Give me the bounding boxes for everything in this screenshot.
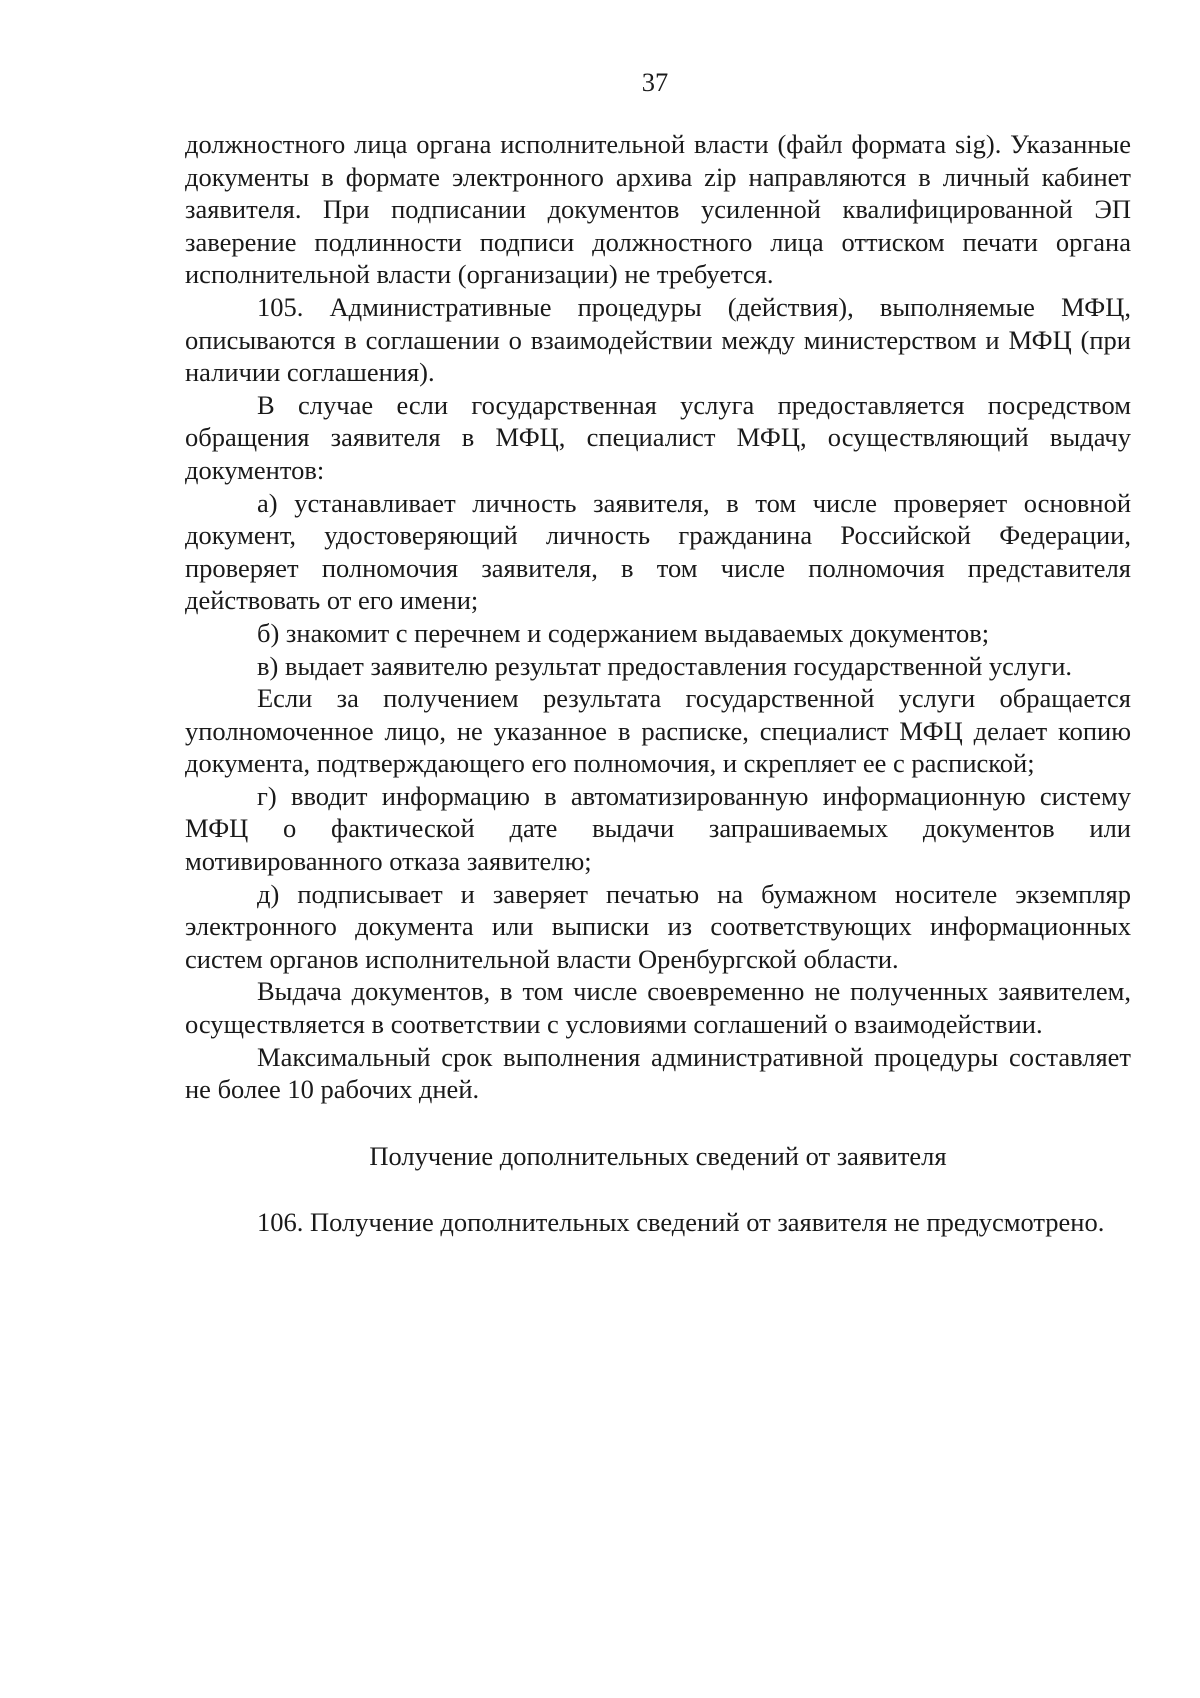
section-heading: Получение дополнительных сведений от заявителя [369, 1140, 947, 1171]
list-item-a: а) устанавливает личность заявителя, в том числе проверяет основной документ, удостоверяющий личность гражданина Российской Федерации, проверяет полномочия заявителя, в том числе полномочия представителя действовать от его имени; [185, 487, 1131, 616]
paragraph-max-term: Максимальный срок выполнения административной процедуры составляет не более 10 рабочих дней. [185, 1041, 1131, 1105]
document-body [185, 128, 1131, 1239]
paragraph-issuance-of-documents: Выдача документов, в том числе своевременно не полученных заявителем, осуществляется в соответствии с условиями соглашений о взаимодействии. [185, 976, 1131, 1040]
list-item-b: б) знакомит с перечнем и содержанием выдаваемых документов; [257, 617, 990, 648]
paragraph-105: 105. Административные процедуры (действия), выполняемые МФЦ, описываются в соглашении о взаимодействии между министерством и МФЦ (при наличии соглашения). [185, 291, 1131, 388]
paragraph-continuation: должностного лица органа исполнительной власти (файл формата sig). Указанные документы в формате электронного архива zip направляются в личный кабинет заявителя. При подписании документов усиленной квалифицированной ЭП заверение подлинности подписи должностного лица оттиском печати органа исполнительной власти (организации) не требуется. [185, 129, 1131, 290]
list-item-v: в) выдает заявителю результат предоставления государственной услуги. [257, 650, 1073, 681]
list-item-g: г) вводит информацию в автоматизированную информационную систему МФЦ о фактической дате выдачи запрашиваемых документов или мотивированного отказа заявителю; [185, 780, 1131, 877]
paragraph-106: 106. Получение дополнительных сведений от заявителя не предусмотрено. [257, 1207, 1105, 1238]
list-item-d: д) подписывает и заверяет печатью на бумажном носителе экземпляр электронного документа или выписки из соответствующих информационных систем органов исполнительной власти Оренбургской области. [185, 878, 1131, 974]
paragraph-mfc-issuance: В случае если государственная услуга предоставляется посредством обращения заявителя в МФЦ, специалист МФЦ, осуществляющий выдачу документов: [185, 389, 1131, 485]
paragraph-authorized-person: Если за получением результата государственной услуги обращается уполномоченное лицо, не указанное в расписке, специалист МФЦ делает копию документа, подтверждающего его полномочия, и скрепляет ее с распиской; [185, 683, 1131, 779]
page-number: 37 [641, 67, 669, 97]
